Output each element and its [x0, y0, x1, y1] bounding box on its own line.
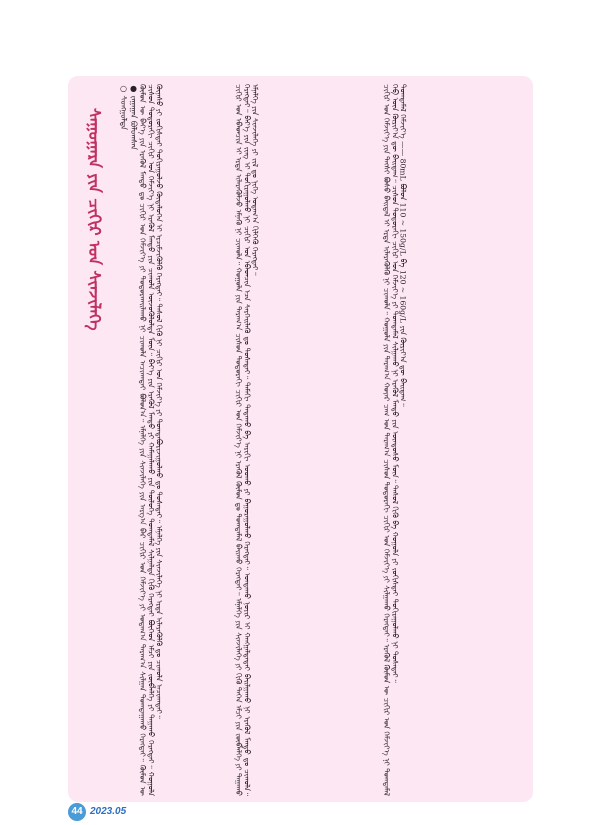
article-paragraph: ᠬᠦᠮᠦᠨ ᠦ ᠪᠡᠶ᠎ᠡ ᠶᠢᠨ ᠡᠷᠡᠭᠦᠯ ᠮᠡᠨᠳᠦ ᠳᠤ ᠴᠢᠬᠢᠷ ᠤᠨ ᠬᠡᠮᠵᠢᠶ᠎ᠡ ᠶᠢ ᠲᠣᠳᠣᠷᠬᠠᠢᠯᠠᠬᠤ ᠨᠢ ᠴᠢᠬᠤᠯᠠ ᠠᠴᠢᠬᠠᠲᠠᠢ ᠪᠣᠯᠤᠨ᠎ᠠ᠃ ᠡᠮᠨᠡᠯᠭᠡ ᠶᠢᠨ ᠰᠢᠨᠵᠢᠯᠡᠭᠡ ᠶᠢᠨ ᠠᠷᠭ᠎ᠠ ᠪᠠᠷ ᠴᠢᠬᠢᠷ ᠤᠨ ᠬᠡᠮᠵᠢᠶ᠎ᠡ ᠶᠢ ᠤᠳᠠᠭ᠎ᠠ ᠳᠠᠷᠠᠭ᠎ᠠ ᠰᠢᠯᠭᠠᠨ ᠲᠣᠭᠲᠠᠭᠠᠬᠤ ᠬᠡᠷᠡᠭᠲᠡᠢ᠃ ᠬᠦᠮᠦᠨ ᠦ ᠴᠢᠰᠤᠨ ᠳᠤᠲᠤᠷᠠᠬᠢ ᠴᠢᠬᠢᠷ ᠤᠨ ᠬᠡᠮᠵᠢᠶ᠎ᠡ ᠨᠢ ᠡᠷᠡᠭᠦᠯ ᠮᠡᠨᠳᠦ ᠶᠢᠨ ᠴᠢᠬᠤᠯᠠ ᠦᠵᠦᠭᠦᠯᠦᠯᠲᠡ ᠮᠥᠨ᠃ ᠪᠡᠶ᠎ᠡ ᠶᠢᠨ ᠡᠷᠡᠭᠦᠯ ᠮᠡᠨᠳᠦ ᠶᠢ ᠬᠠᠮᠠᠭᠠᠯᠠᠬᠤ ᠶᠢᠨ ᠲᠥᠯᠥᠭᠡ ᠲᠣᠭᠲᠠᠮᠠᠯ ᠰᠢᠯᠭᠠᠯᠲᠠ ᠬᠢᠬᠦ ᠬᠡᠷᠡᠭᠲᠡᠢ ᠪᠥᠭᠡᠳ ᠡᠮᠴᠢ ᠶᠢᠨ ᠵᠥᠪᠯᠡᠯᠭᠡ ᠶᠢ ᠳᠠᠭᠠᠬᠤ ᠬᠡᠷᠡᠭᠲᠡᠢ᠃ ᠬᠣᠭᠣᠯᠠ ᠬᠦᠨᠡᠰᠦ ᠶᠢ ᠵᠣᠬᠢᠰᠲᠠᠢ ᠲᠣᠬᠢᠷᠠᠭᠤᠯᠵᠤ ᠬᠥᠳᠡᠯᠦᠭᠡᠨ ᠢ ᠡᠷᠴᠢᠮᠵᠢᠭᠦᠯᠬᠦ ᠬᠡᠷᠡᠭᠲᠡᠢ᠃ ᠳᠠᠰᠤᠯ ᠬᠢᠬᠦ ᠨᠢ ᠴᠢᠬᠢᠷ ᠤᠨ ᠬᠡᠮᠵᠢᠶ᠎ᠡ ᠶᠢ ᠲᠣᠭᠲᠠᠪᠤᠷᠢᠵᠢᠭᠤᠯᠬᠤ ᠳᠤ ᠲᠤᠰᠠᠲᠠᠢ᠃ ᠡᠮᠨᠡᠯᠭᠡ ᠶᠢᠨ ᠰᠢᠨᠵᠢᠯᠡᠭᠡ ᠨᠢ ᠡᠷᠲᠡ ᠢᠯᠡᠷᠡᠭᠦᠯᠬᠦ ᠳᠤ ᠴᠢᠬᠤᠯᠠ ᠠᠴᠢᠬᠠᠲᠠᠢ᠃: [138, 84, 164, 796]
page-number-badge: 44: [68, 803, 86, 821]
option-item: ○ ᠰᠣᠩᠭᠣᠯᠲᠠ: [119, 84, 128, 130]
article-page: [68, 76, 533, 802]
article-column-2: [234, 84, 374, 796]
article-values-paragraph: ᠲᠣᠭᠲᠠᠮᠠᠯ ᠬᠡᠮᠵᠢᠶ᠎ᠡ —— 80mL ᠪᠣᠯᠤᠨ 110 ~ 150g/L ᠪᠠ 120 ~ 160g/L ᠶᠢᠨ ᠬᠦᠷᠢᠶ᠎ᠡᠨ ᠳᠦ ᠪᠠᠢᠳᠠᠭ᠃: [398, 84, 408, 407]
article-title: ᠰᠠᠭᠤᠭᠠᠷᠠ ᠶᠢᠨ ᠴᠢᠬᠢᠷ ᠤᠨ ᠰᠢᠨᠵᠢᠯᠡᠭᠡ: [85, 108, 104, 331]
issue-date: 2023.05: [90, 806, 127, 817]
article-column-3: [382, 84, 524, 796]
option-list: [118, 84, 138, 796]
option-item: ● ᠵᠠᠭᠠᠭᠠᠨ ᠪᠤᠯᠤᠭᠰᠠᠨ: [129, 84, 138, 150]
article-paragraph: ᠴᠢᠬᠢᠷ ᠤᠨ ᠬᠡᠮᠵᠢᠶ᠎ᠡ ᠶᠢᠨ ᠲᠡᠭᠰᠢ ᠪᠤᠰᠤ ᠪᠠᠢᠳᠠᠯ ᠢ ᠡᠷᠲᠡ ᠢᠯᠡᠷᠡᠭᠦᠯᠬᠦ ᠨᠢ ᠴᠢᠬᠤᠯᠠ᠃ ᠬᠣᠭᠣᠯᠠ ᠶᠢᠨ ᠳᠠᠷᠠᠭ᠎ᠠ ᠬᠣᠶᠠᠷ ᠴᠠᠭ ᠤᠨ ᠳᠠᠷᠠᠭ᠎ᠠ ᠴᠢᠰᠤᠨ ᠳᠤᠲᠤᠷᠠᠬᠢ ᠴᠢᠬᠢᠷ ᠤᠨ ᠬᠡᠮᠵᠢᠶ᠎ᠡ ᠶᠢ ᠰᠢᠯᠭᠠᠬᠤ ᠬᠡᠷᠡᠭᠲᠡᠢ᠃ ᠡᠷᠡᠭᠦᠯ ᠬᠦᠮᠦᠨ ᠦ ᠴᠢᠬᠢᠷ ᠤᠨ ᠬᠡᠮᠵᠢᠶ᠎ᠡ ᠨᠢ ᠲᠣᠭᠲᠠᠮᠠᠯ ᠬᠡᠪ ᠦᠨ ᠬᠦᠷᠢᠶ᠎ᠡᠨ ᠳᠦ ᠪᠠᠢᠳᠠᠭ᠃ ᠴᠢᠰᠤᠨ ᠳᠤᠲᠤᠷᠠᠬᠢ ᠴᠢᠬᠢᠷ ᠤᠨ ᠬᠡᠮᠵᠢᠶ᠎ᠡ ᠶᠢ ᠲᠣᠭᠲᠠᠮᠠᠯ ᠰᠢᠯᠭᠠᠬᠤ ᠨᠢ ᠡᠷᠡᠭᠦᠯ ᠮᠡᠨᠳᠦ ᠶᠢᠨ ᠦᠨᠳᠦᠰᠦ ᠮᠥᠨ᠃ ᠳᠠᠰᠤᠯ ᠬᠢᠬᠦ ᠪᠠ ᠬᠣᠭᠣᠯᠠ ᠶᠢ ᠵᠣᠬᠢᠰᠲᠠᠢ ᠲᠣᠬᠢᠷᠠᠭᠤᠯᠬᠤ ᠨᠢ ᠲᠤᠰᠠᠲᠠᠢ᠃: [382, 84, 400, 796]
article-paragraph: ᠴᠢᠬᠢᠷ ᠤᠨ ᠡᠪᠡᠳᠴᠢᠨ ᠢ ᠡᠷᠲᠡ ᠢᠯᠡᠷᠡᠭᠦᠯᠵᠦ ᠡᠮᠨᠡᠬᠦ ᠨᠢ ᠴᠢᠬᠤᠯᠠ᠃ ᠬᠣᠭᠣᠯᠠ ᠶᠢᠨ ᠳᠠᠷᠠᠭ᠎ᠠ ᠴᠢᠰᠤᠨ ᠳᠤᠲᠤᠷᠠᠬᠢ ᠴᠢᠬᠢᠷ ᠤᠨ ᠬᠡᠮᠵᠢᠶ᠎ᠡ ᠨᠢ ᠡᠷᠡᠭᠦᠯ ᠬᠦᠮᠦᠨ ᠳᠤ ᠲᠣᠭᠲᠠᠮᠠᠯ ᠪᠠᠢᠬᠤ ᠬᠡᠷᠡᠭᠲᠡᠢ᠃ ᠡᠮᠨᠡᠯᠭᠡ ᠶᠢᠨ ᠰᠢᠨᠵᠢᠯᠡᠭᠡ ᠶᠢ ᠬᠢᠬᠦ ᠳᠡᠭᠡᠨ ᠡᠮᠴᠢ ᠶᠢᠨ ᠵᠥᠪᠯᠡᠯᠭᠡ ᠶᠢ ᠳᠠᠭᠠᠬᠤ ᠬᠡᠷᠡᠭᠲᠡᠢ᠃ ᠪᠡᠶ᠎ᠡ ᠶᠢᠨ ᠵᠢᠩ ᠢ ᠲᠣᠬᠢᠷᠠᠭᠤᠯᠬᠤ ᠨᠢ ᠴᠢᠬᠢᠷ ᠤᠨ ᠡᠪᠡᠳᠴᠢᠨ ᠡᠴᠡ ᠰᠡᠷᠭᠡᠢᠯᠡᠬᠦ ᠳᠤ ᠲᠤᠰᠠᠲᠠᠢ᠃ ᠲᠠᠮᠠᠬᠢ ᠲᠠᠲᠠᠬᠤ ᠪᠠ ᠠᠷᠢᠬᠢ ᠤᠤᠬᠤ ᠶᠢ ᠪᠠᠭᠤᠷᠠᠭᠤᠯᠬᠤ ᠬᠡᠷᠡᠭᠲᠡᠢ᠃ ᠤᠨᠲᠠᠬᠤ ᠨᠣᠶᠢᠷ ᠢ ᠬᠠᠩᠭᠠᠯᠲᠠᠲᠠᠢ ᠪᠠᠢᠯᠭᠠᠬᠤ ᠨᠢ ᠡᠷᠡᠭᠦᠯ ᠮᠡᠨᠳᠦ ᠳᠤ ᠴᠢᠬᠤᠯᠠ᠃ ᠡᠮᠨᠡᠯᠭᠡ ᠶᠢᠨ ᠰᠢᠨᠵᠢᠯᠡᠭᠡ ᠶᠢ ᠵᠢᠯ ᠳᠤ ᠨᠢᠭᠡ ᠤᠳᠠᠭ᠎ᠠ ᠬᠢᠯᠭᠡᠬᠦ ᠬᠡᠷᠡᠭᠲᠡᠢ᠃: [234, 84, 260, 796]
article-column-1: [78, 84, 226, 796]
